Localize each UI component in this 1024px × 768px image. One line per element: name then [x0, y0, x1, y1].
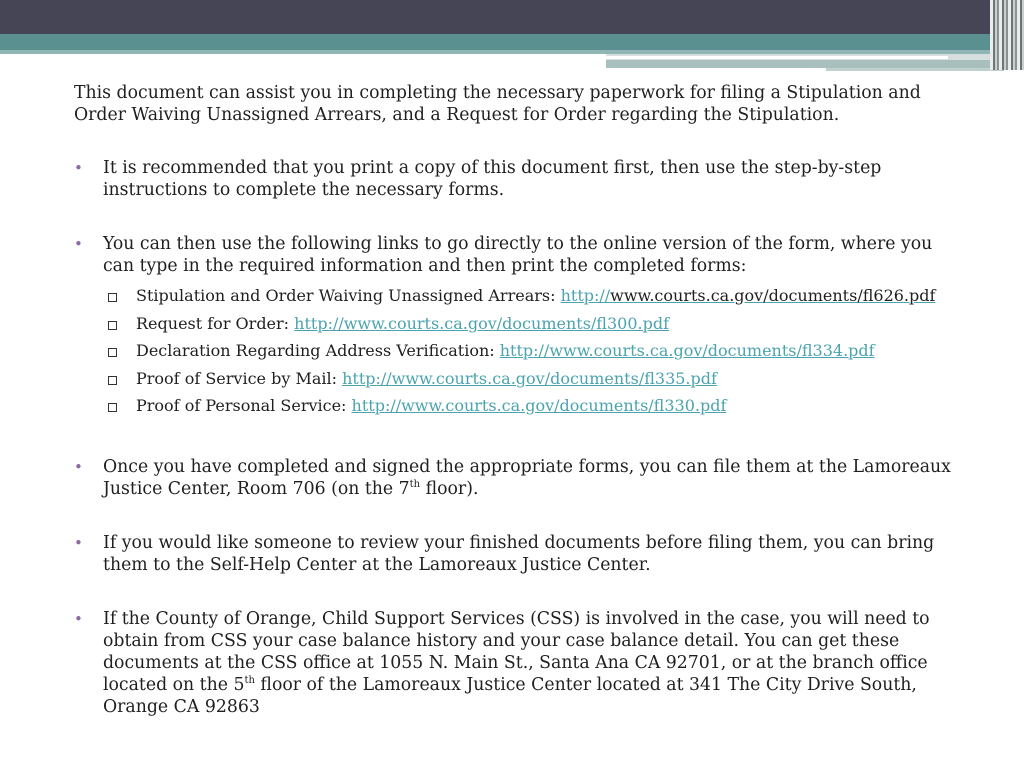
header-decor-line	[606, 56, 948, 59]
form-link[interactable]: http://www.courts.ca.gov/documents/fl330.pdf	[351, 396, 727, 415]
bullet-item	[74, 233, 964, 277]
bullet-text: If the County of Orange, Child Support Services (CSS) is involved in the case, you will need to obtain from CSS your case balance history and your case balance detail. You can get these documents at the CSS office at 1055 N. Main St., Santa Ana CA 92701, or at the branch office located on the 5th floor of the Lamoreaux Justice Center located at 341 The City Drive South, Orange CA 92863	[103, 608, 930, 717]
list-item	[103, 368, 964, 396]
header-stripes	[990, 0, 1024, 70]
form-label: Request for Order:	[136, 313, 295, 333]
form-link[interactable]: http://www.courts.ca.gov/documents/fl335.pdf	[342, 368, 717, 388]
bullet-item	[74, 532, 964, 576]
bullet-item	[74, 157, 964, 201]
bullet-text: It is recommended that you print a copy of this document first, then use the step-by-step instructions to complete the necessary forms.	[103, 158, 882, 200]
list-item	[103, 340, 964, 368]
list-item	[103, 395, 964, 423]
form-link[interactable]: http://www.courts.ca.gov/documents/fl626.pdf	[560, 286, 936, 305]
form-label: Proof of Service by Mail:	[136, 368, 343, 388]
form-links-list	[103, 285, 964, 423]
form-link[interactable]: http://www.courts.ca.gov/documents/fl334.pdf	[499, 341, 875, 360]
bullet-icon: •	[74, 159, 83, 177]
square-bullet-icon	[108, 403, 117, 412]
bullet-icon: •	[74, 533, 83, 552]
square-bullet-icon	[108, 376, 117, 385]
square-bullet-icon	[108, 293, 117, 302]
header-decor-line	[826, 68, 1004, 71]
form-label: Stipulation and Order Waiving Unassigned Arrears:	[136, 286, 561, 305]
header-accent-band	[0, 34, 1024, 50]
list-item	[103, 313, 964, 341]
bullet-item	[74, 456, 964, 500]
header-bar	[0, 0, 1024, 34]
form-label: Declaration Regarding Address Verification:	[136, 341, 500, 360]
bullet-text: Once you have completed and signed the appropriate forms, you can file them at the Lamoreaux Justice Center, Room 706 (on the 7th floor).	[103, 456, 951, 499]
square-bullet-icon	[108, 321, 117, 330]
bullet-icon: •	[74, 609, 83, 628]
bullet-item	[74, 608, 964, 718]
square-bullet-icon	[108, 348, 117, 357]
bullet-icon: •	[74, 235, 83, 253]
bullet-text: If you would like someone to review your finished documents before filing them, you can bring them to the Self-Help Center at the Lamoreaux Justice Center.	[103, 532, 935, 575]
bullet-icon: •	[74, 457, 83, 476]
bullet-text: You can then use the following links to go directly to the online version of the form, where you can type in the required information and then print the completed forms:	[103, 234, 933, 276]
intro-paragraph: This document can assist you in completing the necessary paperwork for filing a Stipulation and Order Waiving Unassigned Arrears, and a Request for Order regarding the Stipulation.	[74, 83, 921, 125]
header-decor-band	[606, 60, 1004, 68]
form-label: Proof of Personal Service:	[136, 396, 352, 415]
list-item	[103, 285, 964, 313]
form-link[interactable]: http://www.courts.ca.gov/documents/fl300.pdf	[294, 313, 669, 333]
slide-content	[74, 82, 964, 750]
